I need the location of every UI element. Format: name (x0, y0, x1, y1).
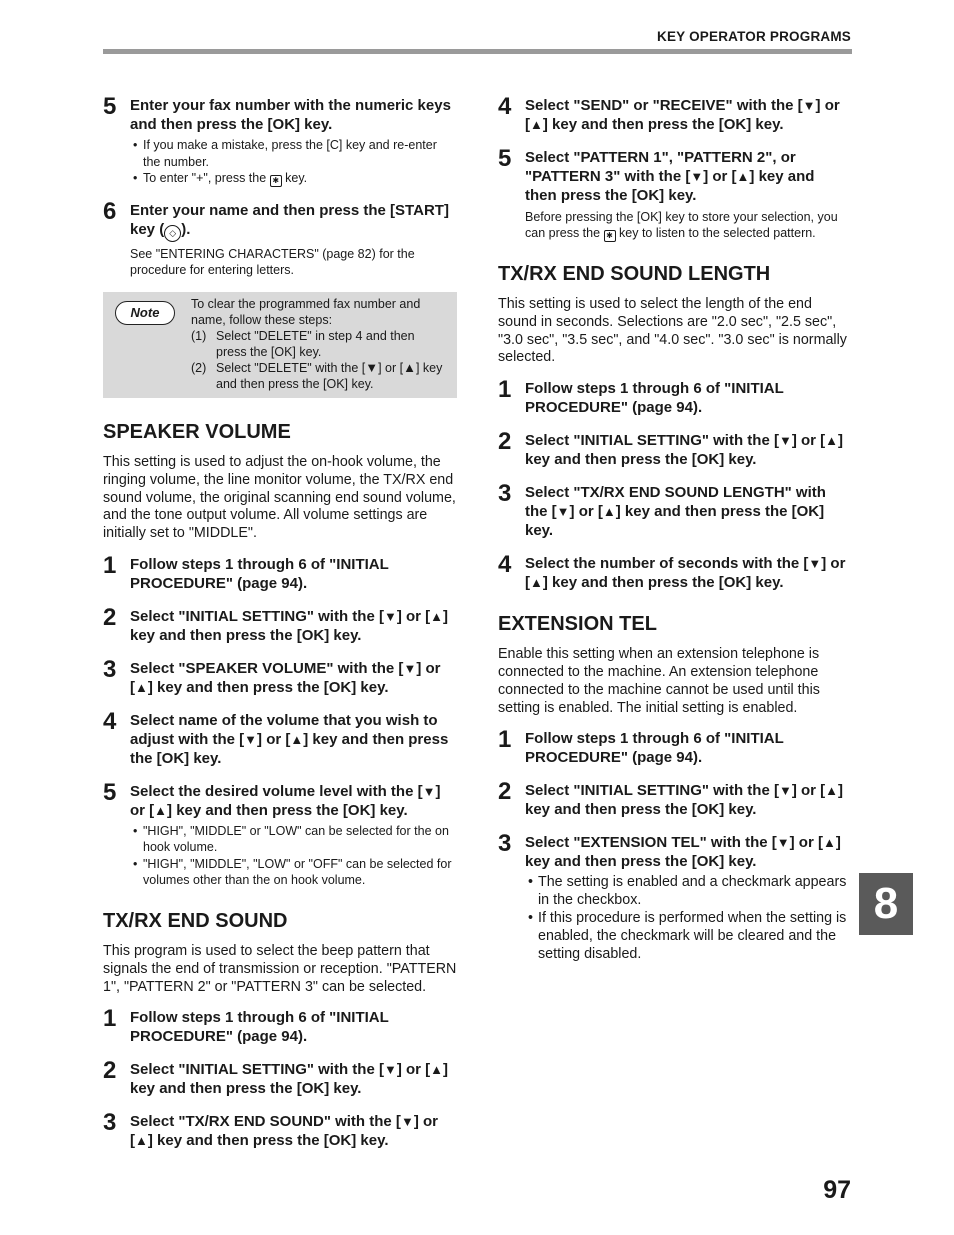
bullet-list (130, 823, 457, 889)
down-triangle-icon: ▼ (802, 98, 816, 113)
up-triangle-icon: ▲ (825, 433, 839, 449)
step-text (525, 148, 850, 205)
section-title-txrx-end-sound: TX/RX END SOUND (103, 909, 288, 932)
up-triangle-icon: ▲ (822, 835, 836, 851)
step-text (525, 483, 850, 540)
right-column (498, 93, 850, 977)
step-text (130, 659, 457, 697)
step-text: Follow steps 1 through 6 of "INITIAL PROCEDURE" (page 94). (130, 555, 389, 592)
note-item-number: (2) (191, 361, 207, 375)
step-text-part: ] or [ (525, 555, 846, 592)
step-description (525, 209, 850, 242)
step-text-part: Select name of the volume that you wish to adjust with the [ (130, 711, 438, 748)
step-text-part: Select "INITIAL SETTING" with the [ (525, 782, 779, 800)
step-text (130, 201, 457, 242)
step-text-part: ] or [ (130, 782, 441, 819)
step-text-part: Select "INITIAL SETTING" with the [ (525, 432, 779, 450)
up-triangle-icon: ▲ (602, 504, 616, 520)
down-triangle-icon: ▼ (690, 169, 704, 184)
step-number: 1 (498, 726, 512, 754)
up-triangle-icon: ▲ (430, 1062, 444, 1078)
step-text-part: ] key and then press the [OK] key. (525, 503, 825, 540)
step-item (103, 551, 457, 593)
step-text-part: ] key and then press the [OK] key. (130, 1061, 449, 1098)
step-item (498, 551, 850, 592)
step-text-part: ] or [ (525, 97, 840, 133)
step-number: 5 (103, 778, 117, 806)
bullet-item: • "HIGH", "MIDDLE" or "LOW" can be selected for the on hook volume. (130, 823, 457, 856)
step-item (103, 1057, 457, 1098)
step-item (103, 1005, 457, 1046)
chapter-tab: 8 (859, 873, 913, 935)
step-text-part: ] or [ (791, 432, 826, 450)
step-text-part: Select "SEND" or "RECEIVE" with the [ (525, 97, 803, 114)
step-number: 4 (103, 707, 117, 735)
note-item-text: Select "DELETE" with the [ (216, 361, 366, 375)
step-number: 3 (498, 480, 512, 508)
step-text-part: Enter your name and then press the [START] key ( (130, 202, 449, 238)
step-text-part: Select "INITIAL SETTING" with the [ (130, 1061, 384, 1079)
step-5-fax-number (103, 93, 457, 187)
step-6-name (103, 198, 457, 278)
bullet-text: key. (285, 171, 308, 185)
down-triangle-icon: ▼ (778, 783, 792, 799)
note-item-number: (1) (191, 329, 207, 343)
step-item (498, 428, 850, 469)
step-number: 4 (498, 551, 512, 579)
step-number: 1 (103, 551, 117, 579)
section-body: This setting is used to select the length of the end sound in seconds. Selections are "2.0 sec", "2.5 sec", "3.0 sec", "3.5 sec", and "4.0 sec". "3.0 sec" is normally selected. (498, 296, 847, 366)
up-triangle-icon: ▲ (530, 117, 543, 132)
note-item-text: ] key and then press the [OK] key. (216, 361, 443, 391)
step-text-part: Select "PATTERN 1", "PATTERN 2", or "PATTERN 3" with the [ (525, 149, 796, 185)
step-text-part: ] or [ (257, 730, 291, 748)
down-triangle-icon: ▼ (776, 835, 790, 851)
note-box (103, 292, 457, 398)
step-item (498, 145, 850, 242)
note-item-text: ] or [ (378, 361, 404, 375)
bullet-list (525, 874, 850, 963)
down-triangle-icon: ▼ (778, 433, 792, 449)
step-text (525, 554, 850, 592)
step-item (498, 778, 850, 819)
down-triangle-icon: ▼ (365, 360, 379, 375)
down-triangle-icon: ▼ (400, 1114, 414, 1130)
speaker-key-icon: ✱ (604, 230, 616, 242)
step-text-part: ] or [ (569, 503, 603, 521)
header-title: KEY OPERATOR PROGRAMS (657, 29, 851, 44)
step-text-part: ] key and then press the [OK] key. (167, 801, 408, 819)
step-text (525, 96, 850, 134)
step-item (103, 707, 457, 768)
section-body: Enable this setting when an extension telephone is connected to the machine. An extension telephone connected to the machine cannot be used until this setting is enabled. The initial setting is enabled. (498, 646, 820, 716)
step-item (498, 830, 850, 963)
bullet-item: • "HIGH", "MIDDLE", "LOW" or "OFF" can be selected for volumes other than the on hook volume. (130, 856, 457, 889)
step-text-part: ] or [ (703, 168, 737, 185)
step-text-part: Select the desired volume level with the [ (130, 782, 423, 800)
bullet-list (130, 137, 457, 187)
step-text: Follow steps 1 through 6 of "INITIAL PROCEDURE" (page 94). (130, 1009, 389, 1046)
section-body: This program is used to select the beep pattern that signals the end of transmission or reception. "PATTERN 1", "PATTERN 2" or "PATTERN 3" can be selected. (103, 942, 457, 995)
step-number: 2 (498, 428, 512, 456)
step-text (130, 607, 457, 645)
step-item (103, 603, 457, 645)
note-item (191, 360, 445, 392)
step-item (103, 1109, 457, 1150)
step-text-part: Select the number of seconds with the [ (525, 555, 809, 573)
step-text-part: ] or [ (130, 659, 441, 696)
down-triangle-icon: ▼ (556, 504, 570, 520)
step-text-part: ] key and then press the [OK] key. (542, 116, 784, 133)
step-number: 2 (103, 603, 117, 631)
step-text (130, 711, 457, 768)
section-title-txrx-end-sound-length: TX/RX END SOUND LENGTH (498, 263, 771, 285)
step-text: Enter your fax number with the numeric keys and then press the [OK] key. (130, 97, 451, 133)
down-triangle-icon: ▼ (808, 556, 822, 572)
up-triangle-icon: ▲ (290, 731, 304, 747)
step-number: 2 (498, 778, 512, 806)
step-item (103, 778, 457, 889)
step-text-part: Select "SPEAKER VOLUME" with the [ (130, 659, 404, 677)
up-triangle-icon: ▲ (403, 360, 416, 375)
step-text-part: ] key and then press the [OK] key. (542, 574, 784, 592)
up-triangle-icon: ▲ (736, 169, 750, 184)
bullet-item: • If this procedure is performed when the setting is enabled, the checkmark will be cleared and the setting disabled. (525, 910, 850, 963)
step-number: 3 (498, 830, 512, 858)
down-triangle-icon: ▼ (383, 1062, 397, 1078)
step-text (130, 1112, 457, 1150)
bullet-item: • The setting is enabled and a checkmark appears in the checkbox. (525, 874, 850, 910)
header-rule (103, 49, 852, 54)
step-text-part: ). (181, 221, 191, 238)
speaker-key-icon: ✱ (270, 175, 282, 187)
step-number: 4 (498, 93, 512, 120)
step-text-part: Select "EXTENSION TEL" with the [ (525, 834, 777, 852)
note-item (191, 328, 445, 360)
step-item (498, 93, 850, 134)
step-text-part: ] key and then press the [OK] key. (147, 678, 389, 696)
note-list (191, 328, 445, 392)
up-triangle-icon: ▲ (430, 608, 444, 624)
desc-text: Before pressing the [OK] key to store your selection, you can press the (525, 210, 838, 240)
step-text-part: ] or [ (396, 1061, 431, 1079)
step-text-part: ] or [ (791, 782, 826, 800)
step-text (525, 431, 850, 469)
start-key-icon: ◇ (164, 225, 181, 242)
step-text (525, 833, 850, 871)
step-text-part: ] key and then press the [OK] key. (525, 168, 815, 204)
bullet-text: To enter "+", press the (143, 171, 267, 185)
down-triangle-icon: ▼ (244, 731, 258, 747)
step-number: 5 (103, 93, 117, 120)
step-text-part: ] key and then press the [OK] key. (525, 782, 844, 819)
section-title-speaker-volume: SPEAKER VOLUME (103, 421, 291, 443)
step-text (525, 781, 850, 819)
step-text-part: ] key and then press the [OK] key. (525, 834, 841, 871)
down-triangle-icon: ▼ (383, 608, 397, 624)
step-number: 3 (103, 1109, 117, 1137)
step-text-part: ] key and then press the [OK] key. (525, 432, 844, 469)
step-text-part: ] or [ (789, 834, 823, 852)
note-text: To clear the programmed fax number and name, follow these steps: (191, 297, 421, 327)
step-description: See "ENTERING CHARACTERS" (page 82) for the procedure for entering letters. (130, 247, 415, 277)
step-text-part: ] key and then press the [OK] key. (130, 730, 449, 767)
left-column (103, 93, 457, 1164)
section-body: This setting is used to adjust the on-hook volume, the ringing volume, the line monitor volume, the TX/RX end sound volume, the original scanning end sound volume, and the tone output volume. All volume settings are initially set to "MIDDLE". (103, 454, 456, 542)
step-text: Follow steps 1 through 6 of "INITIAL PROCEDURE" (page 94). (525, 380, 784, 417)
down-triangle-icon: ▼ (403, 660, 417, 676)
step-number: 2 (103, 1057, 117, 1085)
note-item-text: Select "DELETE" in step 4 and then press the [OK] key. (216, 329, 415, 359)
step-number: 1 (498, 376, 512, 404)
up-triangle-icon: ▲ (530, 575, 543, 591)
step-text-part: Select "INITIAL SETTING" with the [ (130, 607, 384, 625)
step-text-part: ] or [ (396, 607, 431, 625)
step-text: Follow steps 1 through 6 of "INITIAL PROCEDURE" (page 94). (525, 730, 784, 767)
note-icon: Note (115, 301, 175, 325)
step-number: 6 (103, 198, 117, 225)
step-item (498, 376, 850, 417)
step-text (130, 1060, 457, 1098)
step-text-part: Select "TX/RX END SOUND" with the [ (130, 1113, 401, 1131)
desc-text: key to listen to the selected pattern. (619, 226, 816, 240)
step-item (498, 726, 850, 767)
up-triangle-icon: ▲ (135, 679, 148, 695)
bullet-item: • If you make a mistake, press the [C] key and re-enter the number. (130, 137, 457, 170)
step-text (130, 782, 457, 820)
up-triangle-icon: ▲ (135, 1133, 148, 1149)
step-text-part: Select "TX/RX END SOUND LENGTH" with the [ (525, 484, 826, 521)
step-number: 1 (103, 1005, 117, 1033)
step-text-part: ] key and then press the [OK] key. (147, 1132, 389, 1150)
step-text-part: ] or [ (130, 1113, 438, 1150)
page-number: 97 (823, 1176, 851, 1204)
up-triangle-icon: ▲ (154, 802, 168, 818)
section-title-extension-tel: EXTENSION TEL (498, 613, 657, 636)
up-triangle-icon: ▲ (825, 783, 839, 799)
step-item (103, 655, 457, 697)
step-number: 3 (103, 655, 117, 683)
step-item (498, 480, 850, 540)
down-triangle-icon: ▼ (422, 783, 436, 799)
step-number: 5 (498, 145, 512, 172)
step-text-part: ] key and then press the [OK] key. (130, 607, 449, 644)
bullet-item (130, 170, 457, 187)
